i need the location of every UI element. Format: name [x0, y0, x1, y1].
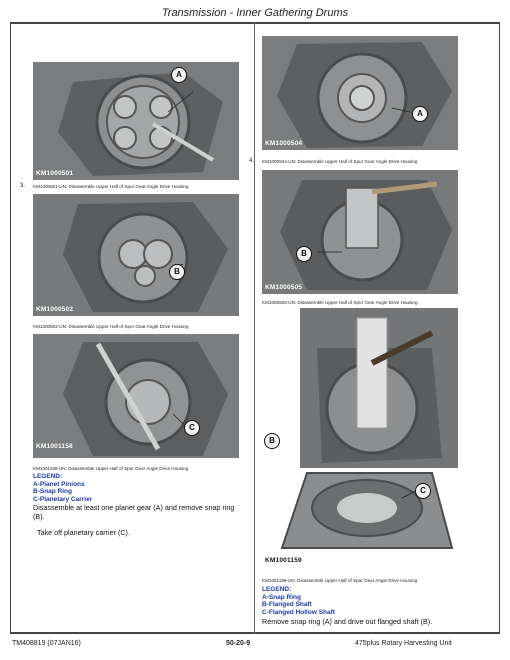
- figure-photo-2: [33, 194, 239, 316]
- right-legend: [262, 586, 335, 616]
- figure-photo-1: [33, 62, 239, 180]
- legend-title: LEGEND:: [262, 586, 292, 593]
- footer-rule: [10, 633, 500, 634]
- figure-photo-5: [262, 170, 458, 294]
- left-legend: [33, 473, 92, 503]
- figure-photo-3: [33, 334, 239, 458]
- figure-caption: KM1001158-UN: Disassemble Upper Half of Spur Gear Angle Drive Housing: [33, 466, 189, 471]
- legend-item: A-Snap Ring: [262, 593, 301, 601]
- callout-a: A: [171, 67, 187, 83]
- figure-caption: KM1001159-UN: Disassemble Upper Half of Spur Gear Angle Drive Housing: [262, 578, 418, 583]
- legend-item: A-Planet Pinions: [33, 480, 85, 488]
- step-number: 3.: [20, 183, 26, 189]
- footer-product: 475plus Rotary Harvesting Unit: [355, 640, 452, 647]
- callout-b: B: [296, 246, 312, 262]
- column-divider: [254, 23, 255, 633]
- figure-caption: KM1000505-UN: Disassemble Upper Half of Spur Gear Angle Drive Housing: [262, 300, 418, 305]
- callout-b: B: [169, 264, 185, 280]
- legend-item: C-Planetary Carrier: [33, 495, 93, 503]
- instruction-text: Take off planetary carrier (C).: [37, 528, 130, 537]
- figure-photo-4: [262, 36, 458, 150]
- figure-id: KM1000504: [265, 140, 303, 147]
- figure-caption: KM1000501-UN: Disassemble Upper Half of Spur Gear Angle Drive Housing: [33, 184, 189, 189]
- figure-id: KM1001159: [265, 557, 302, 564]
- instruction-text: Remove snap ring (A) and drive out flanged shaft (B).: [262, 617, 433, 626]
- footer-page-number: 50-20-9: [226, 640, 251, 647]
- page-title: Transmission - Inner Gathering Drums: [161, 7, 349, 19]
- legend-item: C-Flanged Hollow Shaft: [262, 608, 335, 616]
- instruction-text: Disassemble at least one planet gear (A) and remove snap ring (B).: [33, 503, 235, 521]
- figure-photo-6: [262, 308, 458, 570]
- figure-id: KM1000505: [265, 284, 303, 291]
- figure-id: KM1001158: [36, 443, 73, 450]
- legend-title: LEGEND:: [33, 473, 63, 480]
- callout-c: C: [184, 420, 200, 436]
- footer-doc-id: TM408819 (07JAN16): [12, 640, 81, 647]
- callout-c: C: [415, 483, 431, 499]
- figure-caption: KM1000502-UN: Disassemble Upper Half of Spur Gear Angle Drive Housing: [33, 324, 189, 329]
- callout-b: B: [264, 433, 280, 449]
- figure-caption: KM1000504-UN: Disassemble Upper Half of Spur Gear Angle Drive Housing: [262, 159, 418, 164]
- figure-id: KM1000502: [36, 306, 74, 313]
- callout-a: A: [412, 106, 428, 122]
- step-number: 4.: [249, 158, 255, 164]
- figure-id: KM1000501: [36, 170, 74, 177]
- legend-item: B-Flanged Shaft: [262, 601, 312, 609]
- legend-item: B-Snap Ring: [33, 488, 72, 496]
